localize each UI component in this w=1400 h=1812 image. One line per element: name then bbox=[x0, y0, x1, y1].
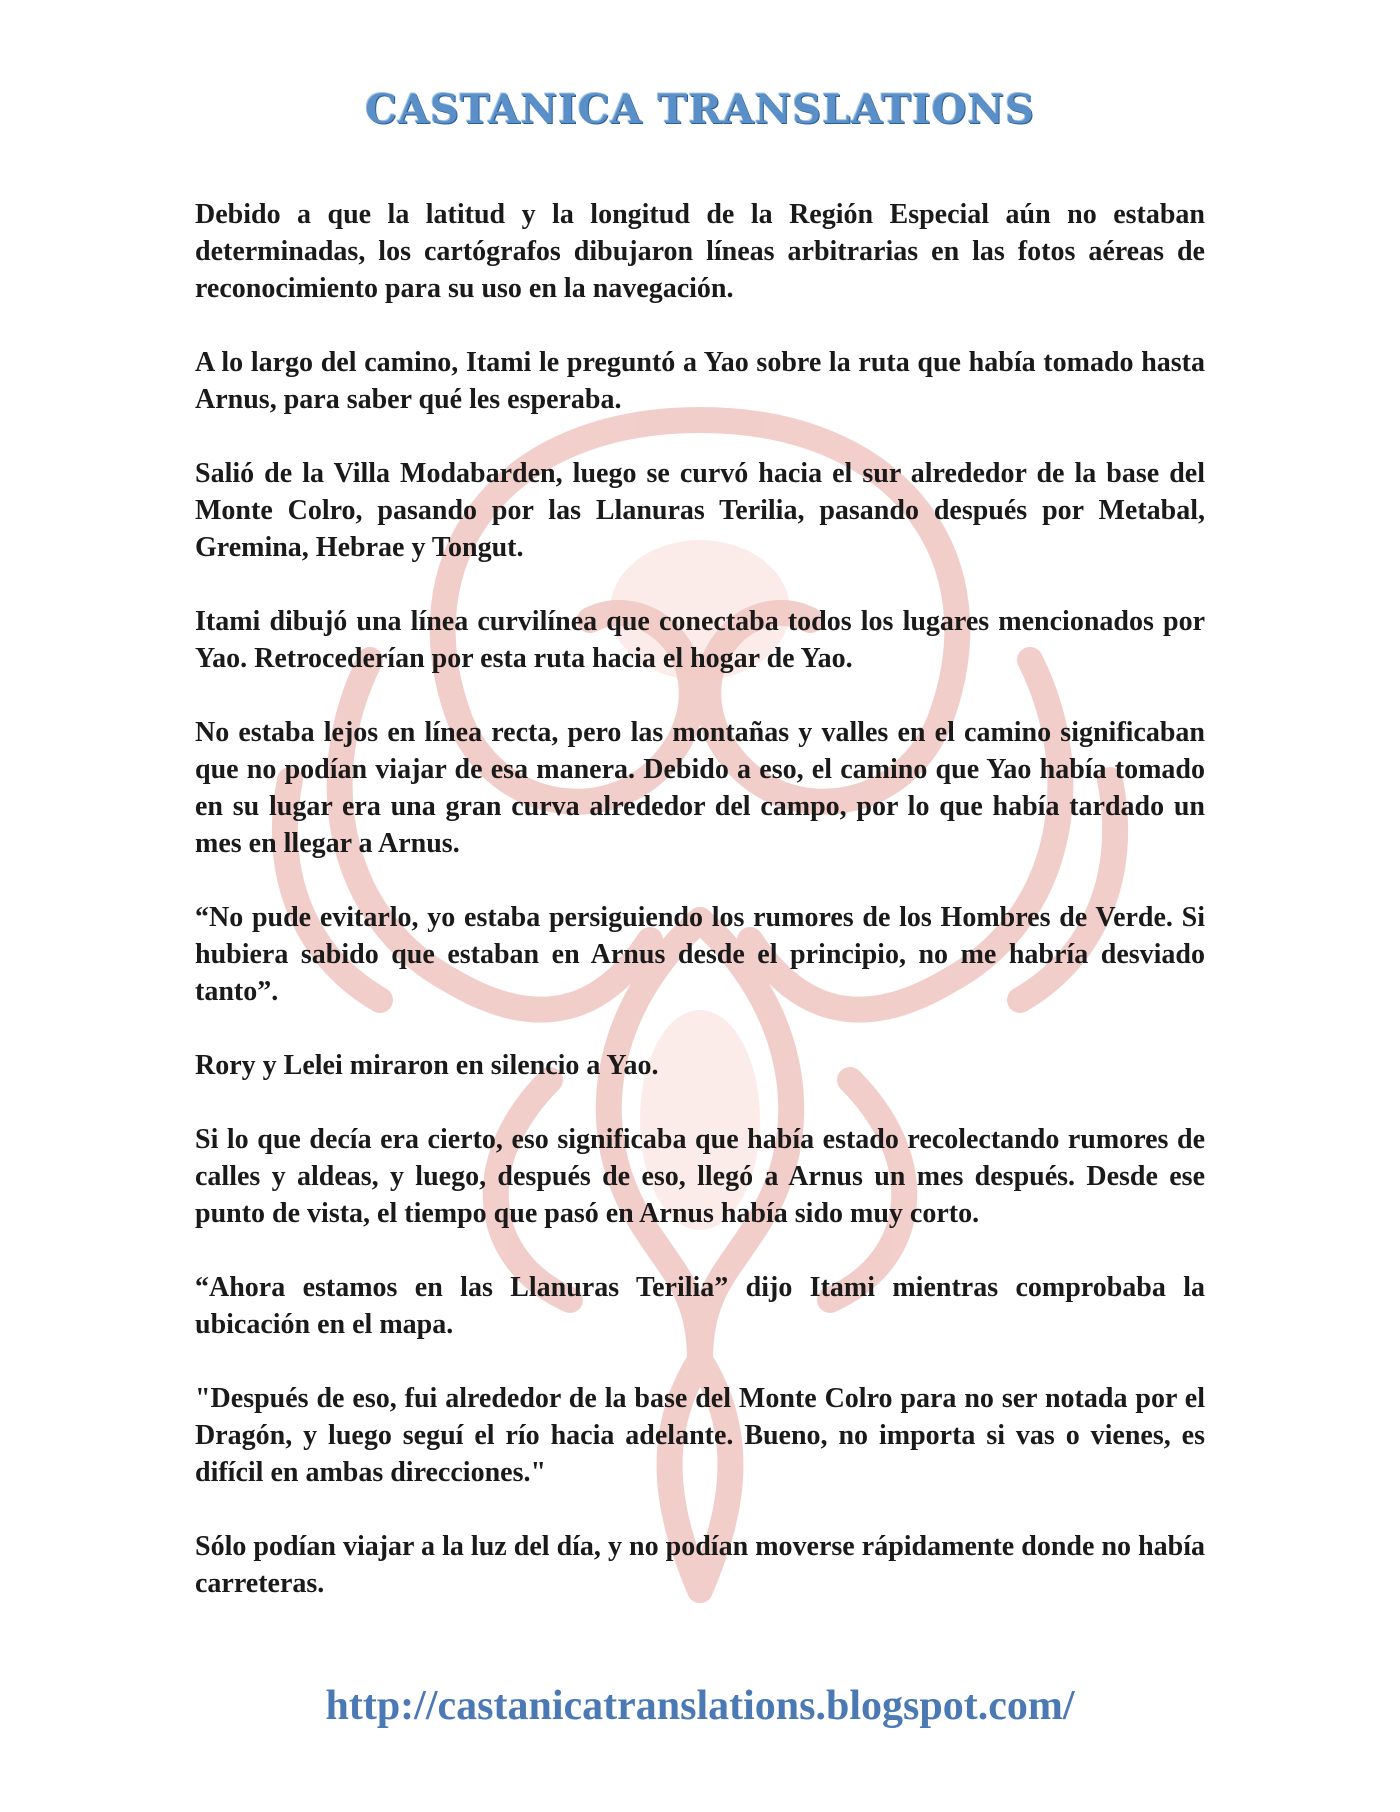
paragraph: No estaba lejos en línea recta, pero las montañas y valles en el camino significaban que no podían viajar de esa manera. Debido a eso, el camino que Yao había tomado en su lugar era una gran curva alrededor del campo, por lo que había tardado un mes en llegar a Arnus. bbox=[195, 717, 1205, 859]
paragraph: Rory y Lelei miraron en silencio a Yao. bbox=[195, 1050, 659, 1081]
paragraph: Itami dibujó una línea curvilínea que conectaba todos los lugares mencionados por Yao. Retrocederían por esta ruta hacia el hogar de Yao. bbox=[195, 606, 1205, 674]
paragraph: “No pude evitarlo, yo estaba persiguiendo los rumores de los Hombres de Verde. Si hubiera sabido que estaban en Arnus desde el principio, no me habría desviado tanto”. bbox=[195, 902, 1205, 1007]
paragraph: “Ahora estamos en las Llanuras Terilia” dijo Itami mientras comprobaba la ubicación en el mapa. bbox=[195, 1272, 1205, 1340]
paragraph: Debido a que la latitud y la longitud de la Región Especial aún no estaban determinadas, los cartógrafos dibujaron líneas arbitrarias en las fotos aéreas de reconocimiento para su uso en la navegación. bbox=[195, 199, 1205, 304]
paragraph: "Después de eso, fui alrededor de la base del Monte Colro para no ser notada por el Dragón, y luego seguí el río hacia adelante. Bueno, no importa si vas o vienes, es difícil en ambas direcciones." bbox=[195, 1383, 1205, 1488]
paragraph: A lo largo del camino, Itami le preguntó a Yao sobre la ruta que había tomado hasta Arnus, para saber qué les esperaba. bbox=[195, 347, 1205, 415]
paragraph: Si lo que decía era cierto, eso significaba que había estado recolectando rumores de calles y aldeas, y luego, después de eso, llegó a Arnus un mes después. Desde ese punto de vista, el tiempo que pasó en Arnus había sido muy corto. bbox=[195, 1124, 1205, 1229]
footer-blog-link[interactable]: http://castanicatranslations.blogspot.com/ bbox=[325, 1683, 1075, 1729]
paragraph: Sólo podían viajar a la luz del día, y no podían moverse rápidamente donde no había carreteras. bbox=[195, 1531, 1205, 1599]
document-body bbox=[195, 196, 1205, 1639]
page-header-title: CASTANICA TRANSLATIONS bbox=[365, 86, 1035, 133]
paragraph: Salió de la Villa Modabarden, luego se curvó hacia el sur alrededor de la base del Monte Colro, pasando por las Llanuras Terilia, pasando después por Metabal, Gremina, Hebrae y Tongut. bbox=[195, 458, 1205, 563]
